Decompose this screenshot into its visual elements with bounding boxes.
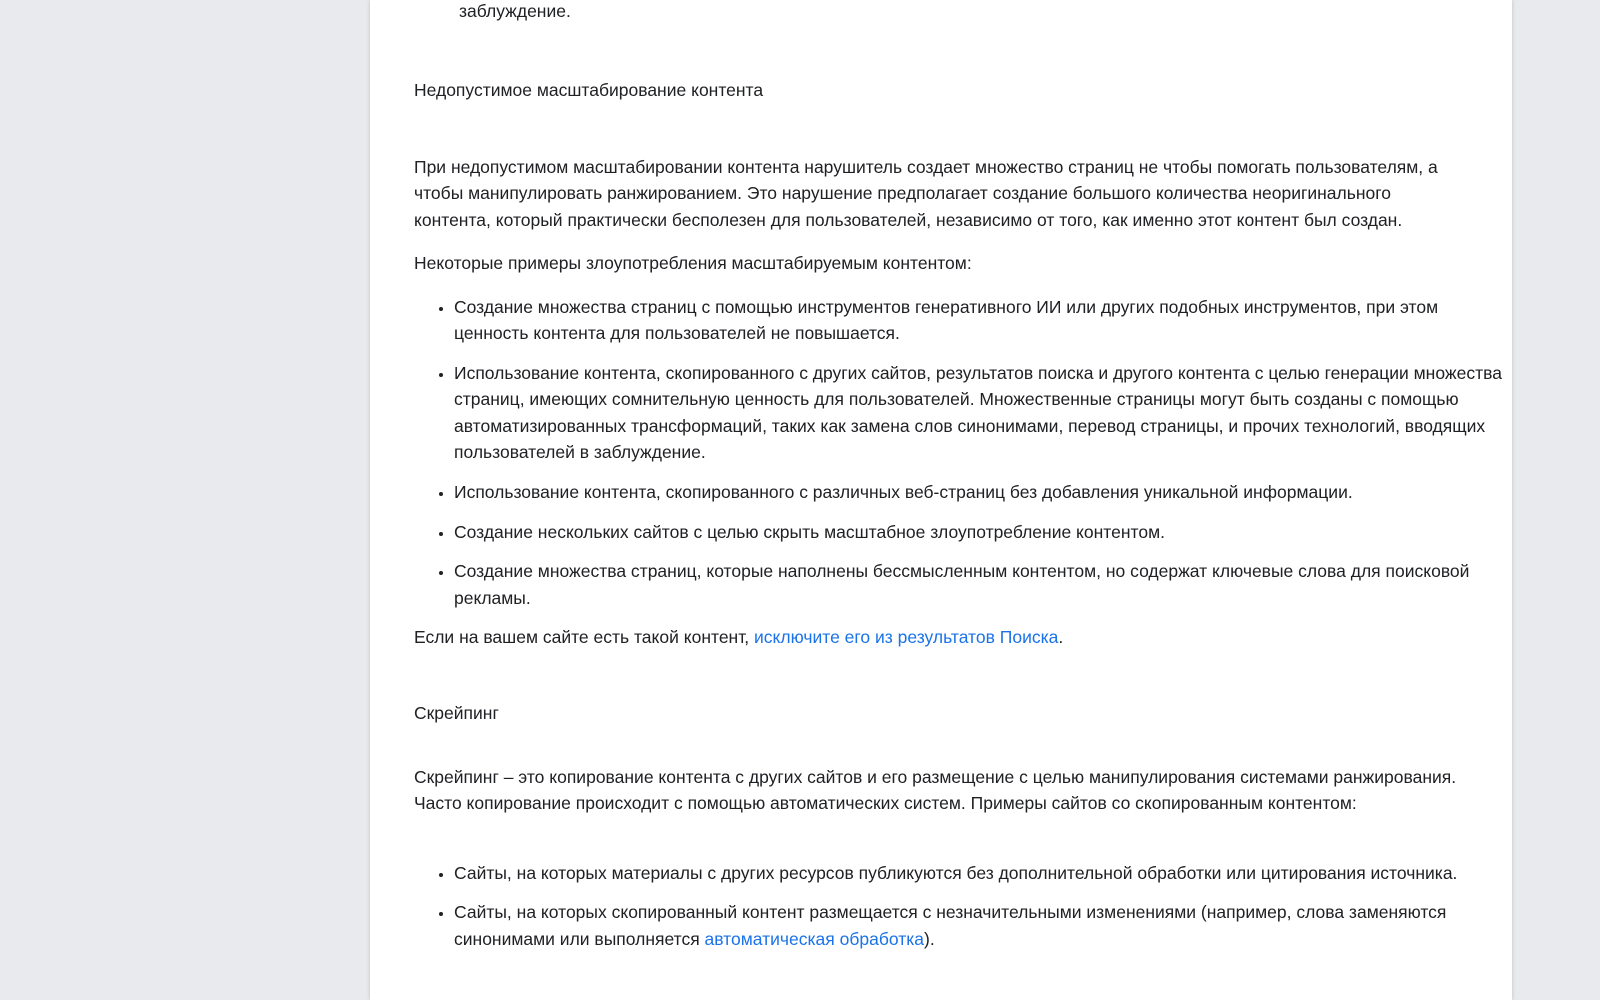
exclude-from-search-link[interactable]: исключите его из результатов Поиска bbox=[754, 626, 1059, 647]
section-heading-scraping: Скрейпинг bbox=[414, 703, 499, 723]
scraping-examples-list bbox=[414, 860, 1510, 966]
examples-list bbox=[414, 294, 1510, 625]
list-item: • Создание множества страниц, которые наполнены бессмысленным контентом, но содержат ключевые слова для поисковой рекламы. bbox=[454, 558, 1510, 611]
list-item: • Использование контента, скопированного с других сайтов, результатов поиска и другого контента с целью генерации множества страниц, имеющих сомнительную ценность для пользователей. Множественные страницы могут быть созданы с помощью автоматизированных трансформаций, таких как замена слов синонимами, перевод страницы, и прочих технологий, вводящих пользователей в заблуждение. bbox=[454, 360, 1510, 466]
list-item: • Использование контента, скопированного с различных веб-страниц без добавления уникальной информации. bbox=[454, 479, 1510, 506]
list-item-text: Сайты, на которых скопированный контент размещается с незначительными изменениями (например, слова заменяются синонимами или выполняется bbox=[454, 902, 1447, 949]
examples-lead-text: Некоторые примеры злоупотребления масштабируемым контентом: bbox=[414, 252, 972, 273]
scraping-intro-paragraph: Скрейпинг – это копирование контента с других сайтов и его размещение с целью манипулирования системами ранжирования. Часто копирование происходит с помощью автоматических систем. Примеры сайтов со скопированным контентом: bbox=[414, 766, 1457, 814]
list-item: • Создание нескольких сайтов с целью скрыть масштабное злоупотребление контентом. bbox=[454, 519, 1510, 546]
section-intro-paragraph: При недопустимом масштабировании контента нарушитель создает множество страниц не чтобы помогать пользователям, а чтобы манипулировать ранжированием. Это нарушение предполагает создание большого количества неоригинального контента, который практически бесполезен для пользователей, независимо от того, как именно этот контент был создан. bbox=[414, 156, 1438, 230]
list-item: • Сайты, на которых материалы с других ресурсов публикуются без дополнительной обработки или цитирования источника. bbox=[454, 860, 1510, 887]
previous-list-item-tail: заблуждение. bbox=[459, 1, 571, 21]
automatic-processing-link[interactable]: автоматическая обработка bbox=[704, 928, 924, 949]
section-heading-scaled-content: Недопустимое масштабирование контента bbox=[414, 80, 764, 100]
document-page bbox=[370, 0, 1512, 1000]
list-item bbox=[454, 899, 1510, 952]
list-item-text-end: ). bbox=[924, 928, 935, 949]
list-item: • Создание множества страниц с помощью инструментов генеративного ИИ или других подобных инструментов, при этом ценность контента для пользователей не повышается. bbox=[454, 294, 1510, 347]
closing-period: . bbox=[1058, 626, 1064, 647]
closing-text: Если на вашем сайте есть такой контент, bbox=[414, 626, 755, 647]
closing-paragraph bbox=[414, 624, 1470, 651]
